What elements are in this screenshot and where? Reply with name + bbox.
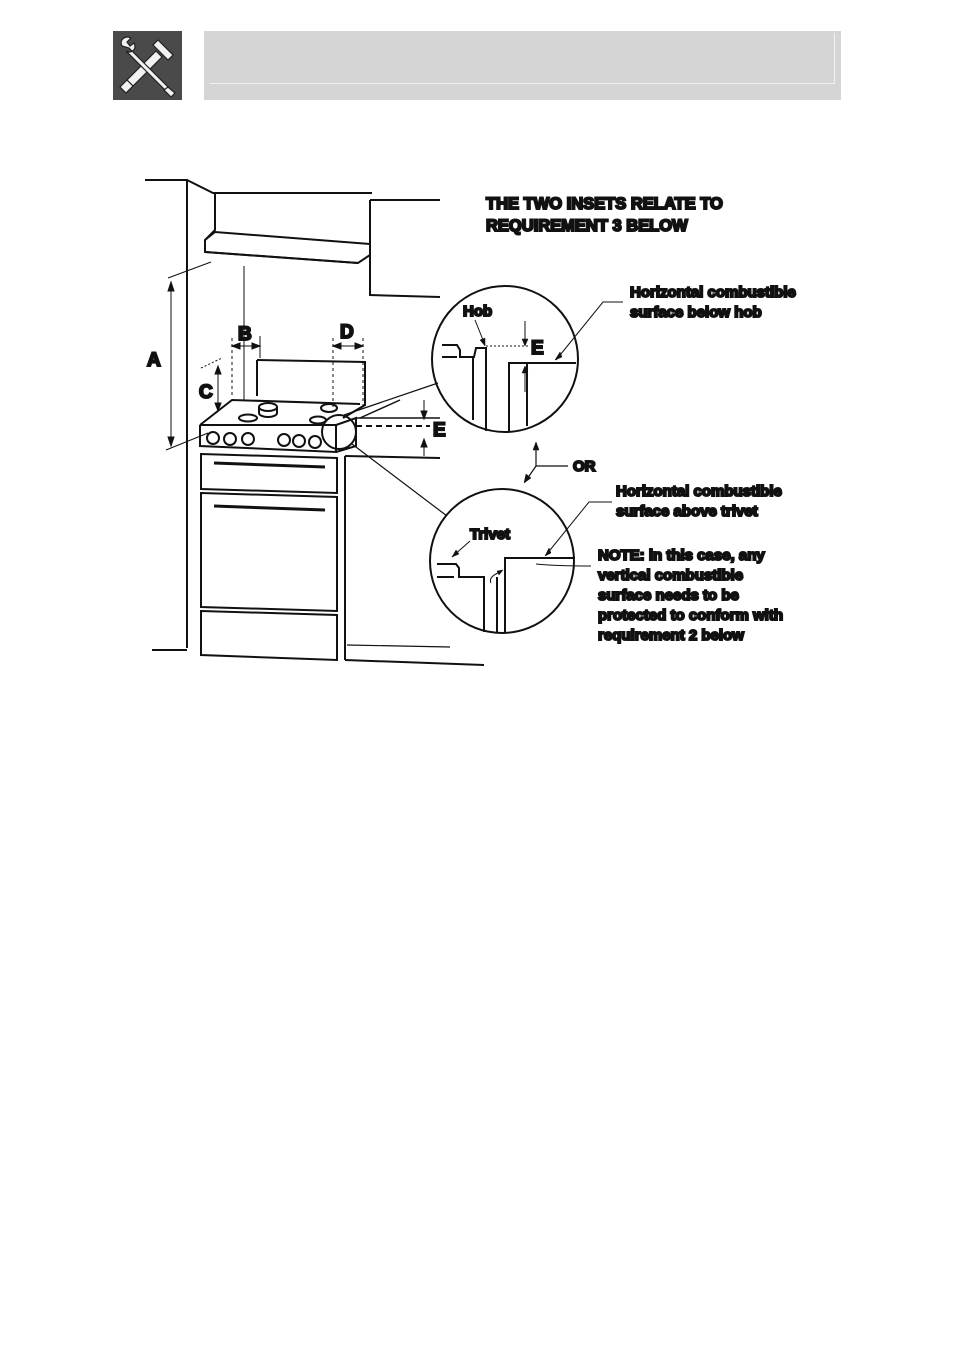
dimension-d-label: D [340,322,354,343]
hob-label: Hob [463,303,493,320]
dimension-e-label: E [433,420,446,441]
note-line-2: vertical combustible [598,567,744,584]
above-trivet-line-2: surface above trivet [616,503,758,520]
below-hob-line-1: Horizontal combustible [630,284,796,301]
or-label: OR [573,458,596,475]
above-trivet-line-1: Horizontal combustible [616,483,782,500]
note-line-3: surface needs to be [598,587,739,604]
worktop [345,400,484,665]
or-indicator [524,442,568,483]
note-line-4: protected to conform with [598,607,783,624]
trivet-label: Trivet [470,526,511,543]
dimension-a-label: A [147,350,161,371]
dimension-lines [166,262,430,456]
dimension-b-label: B [238,324,252,345]
below-hob-line-2: surface below hob [630,304,762,321]
cooker-hood [205,193,440,297]
cooker-body [200,360,365,660]
inset-e-label: E [531,338,544,359]
dimension-c-label: C [199,382,213,403]
note-line-5: requirement 2 below [598,627,744,644]
title-line-2: REQUIREMENT 3 BELOW [486,217,688,235]
note-line-1: NOTE: in this case, any [598,547,765,564]
title-line-1: THE TWO INSETS RELATE TO [486,195,723,213]
inset-trivet [430,489,612,633]
inset-hob [432,286,623,432]
